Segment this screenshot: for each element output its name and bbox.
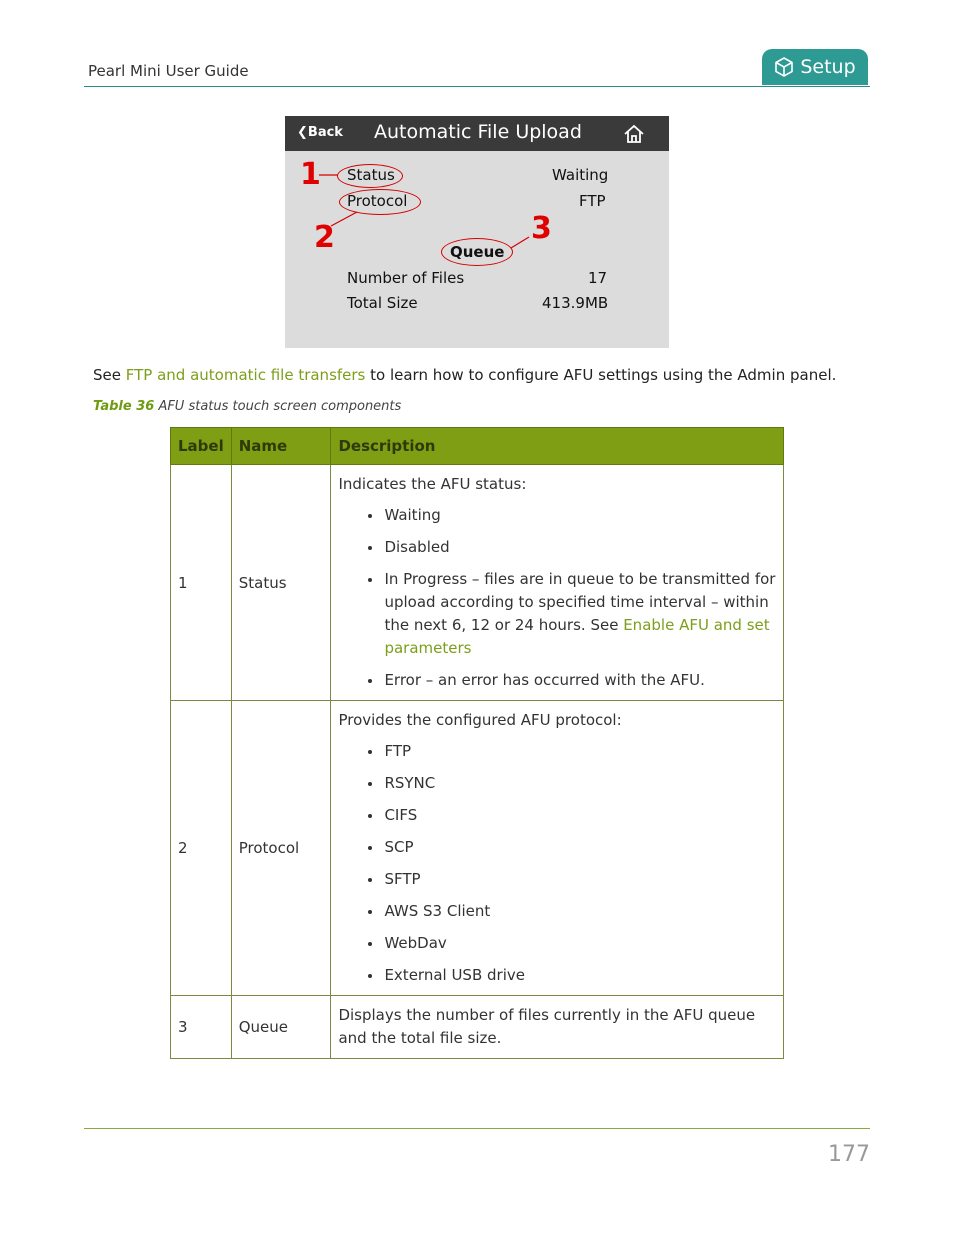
list-item: WebDav [384, 932, 776, 955]
row-label: 2 [171, 701, 232, 996]
list-item [384, 568, 776, 660]
column-header-description: Description [331, 428, 784, 465]
description-intro: Indicates the AFU status: [338, 475, 527, 493]
table-row [171, 996, 784, 1059]
table-caption [93, 399, 401, 414]
row-description [331, 996, 784, 1059]
enable-afu-link[interactable]: Enable AFU and set parameters [384, 616, 770, 657]
screen-title: Automatic File Upload [374, 121, 582, 143]
see-prefix: See [93, 366, 126, 384]
size-value: 413.9MB [542, 294, 609, 312]
callout-leader-lines [285, 116, 669, 348]
protocol-value: FTP [579, 192, 606, 210]
header-divider [84, 86, 870, 87]
cube-icon [774, 57, 794, 77]
queue-heading: Queue [450, 243, 505, 261]
callout-number-2: 2 [314, 220, 335, 255]
page-number: 177 [828, 1142, 870, 1167]
files-value: 17 [588, 269, 608, 287]
back-label: Back [307, 125, 343, 140]
row-name: Status [231, 465, 331, 701]
protocol-list [338, 740, 776, 987]
document-title: Pearl Mini User Guide [88, 62, 249, 80]
list-item: FTP [384, 740, 776, 763]
row-label: 1 [171, 465, 232, 701]
files-label: Number of Files [347, 269, 465, 287]
list-item: RSYNC [384, 772, 776, 795]
callout-number-1: 1 [300, 157, 321, 192]
row-name: Queue [231, 996, 331, 1059]
status-label: Status [347, 166, 395, 184]
list-item: SCP [384, 836, 776, 859]
list-item: AWS S3 Client [384, 900, 776, 923]
list-item: SFTP [384, 868, 776, 891]
list-item-text: In Progress – files are in queue to be transmitted for upload according to specified time interval – within the next 6, 12 or 24 hours. See [384, 570, 776, 634]
description-intro: Provides the configured AFU protocol: [338, 711, 622, 729]
list-item: External USB drive [384, 964, 776, 987]
list-item: Error – an error has occurred with the AFU. [384, 669, 776, 692]
table-caption-text: AFU status touch screen components [158, 399, 402, 414]
ftp-transfers-link[interactable]: FTP and automatic file transfers [125, 366, 366, 384]
size-label: Total Size [347, 294, 418, 312]
reference-paragraph [93, 366, 836, 384]
table-header-row [171, 428, 784, 465]
description-intro: Displays the number of files currently in the AFU queue and the total file size. [338, 1006, 756, 1047]
table-row [171, 701, 784, 996]
column-header-label: Label [171, 428, 232, 465]
table-row [171, 465, 784, 701]
column-header-name: Name [231, 428, 331, 465]
row-description [331, 465, 784, 701]
callout-number-3: 3 [531, 211, 552, 246]
protocol-label: Protocol [347, 192, 408, 210]
row-label: 3 [171, 996, 232, 1059]
section-tab-setup [762, 49, 868, 85]
afu-components-table [170, 427, 784, 1059]
list-item: Waiting [384, 504, 776, 527]
status-value: Waiting [552, 166, 609, 184]
row-name: Protocol [231, 701, 331, 996]
chevron-left-icon: ❮ [297, 125, 308, 140]
touch-screen-image [285, 116, 669, 348]
status-list [338, 504, 776, 692]
see-suffix: to learn how to configure AFU settings using the Admin panel. [365, 366, 837, 384]
section-tab-label: Setup [800, 56, 856, 78]
table-caption-label: Table 36 [93, 399, 155, 414]
footer-divider [84, 1128, 870, 1129]
list-item: Disabled [384, 536, 776, 559]
row-description [331, 701, 784, 996]
list-item: CIFS [384, 804, 776, 827]
